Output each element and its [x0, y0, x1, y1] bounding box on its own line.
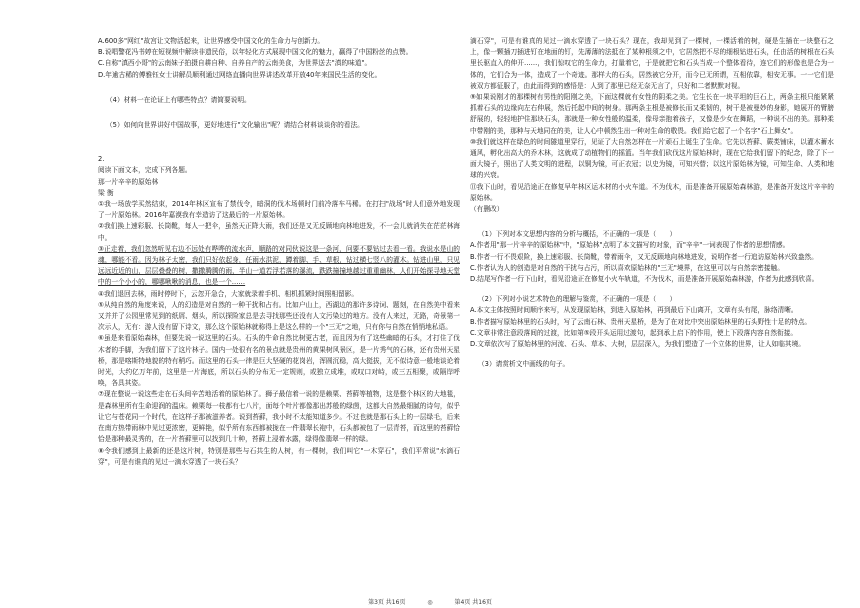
paragraph-10: ⑩我们就这样在绿色的时间隧道里穿行，见证了大自然怎样在一片顽石上诞生了生命。它先以苔藓、蕨类铺床，以灌木蓄水通风，孵化出高大的乔木林，这就成了动植物们的摇篮。当年我们砍伐这片原始林时，现在它给我们留下的纪念，除了下一面大镜子，照出了人类文明的进程，以铜为镜，可正衣冠；以史为镜，可知兴替；以这片原始林为镜，可知生命、人类和地球的兴衰。: [470, 137, 834, 180]
q1-option-a: A.作者用"那一片辛辛的原始林"中，"原始林"点明了本文描写的对象，而"辛辛"一词表现了作者的思想情感。: [470, 241, 790, 250]
q2-option-b: B.作者描写原始林里的石头时，写了云南石林、贵州天星桥，是为了在对比中突出原始林里的石头野性十足的特点。: [470, 317, 812, 326]
question-4: （4）材料一在论证上有哪些特点？请简要说明。: [106, 95, 251, 104]
paragraph-7: ⑦现在整说一说这些走在石头间辛苦地活着的原始林了。狮子最信着一说的是赖栗、苔藓等植物，这是整个林区的大地毯，是森林里所有生命迎润的温床。赖栗每一枝都有七八片，面每个叶片都像那出苏般的绿茵，这都大自然最细腻的诗句，似乎让它与苍花同一个时代，在这样子那被滋养者。说到苔藓，我小时不太能知道多少。不过也就是那石头上的一层绿毛，后来在南方热带雨林中见过更浓密，更鲜艳，似乎所有东西都被拢在一件翡翠长袍中，石头都被包了一层青苔，而这里的苔藓恰恰是那种最灵秀的，在一片苔藓里可以找到几十种，苔藓上浸着水露，绿得像翡翠一样的绿。: [98, 390, 460, 444]
source-note: （有删改）: [470, 205, 504, 214]
right-page-number: 第4页 共16页: [454, 599, 492, 606]
option-d: D.年逾古稀的傅雅钰女士讲解员顺利通过网络直播向世界讲述改革开放40年来国民生活的变化。: [98, 70, 382, 79]
q2-option-a: A.本文主体按照时间顺序来写，从发现原始林，到进入原始林，再到最后下山离开，文章有头有尾，脉络清晰。: [470, 306, 798, 315]
q1-option-d: D.结尾写作者一行下山时，看见沿途正在修复小火车轨道，不为伐木，而是准备开展原始森林游，作者为此感到欣喜。: [470, 275, 819, 284]
question-2-stem: （2）下列对小说艺术特色的理解与鉴赏，不正确的一项是（ ）: [478, 295, 677, 304]
q2-option-c: C.文章非常注意段落间的过渡，比如第⑤段开头运用过渡句，起到承上启下的作用，使上下段落内容自然衔接。: [470, 328, 798, 337]
right-column: [470, 36, 834, 370]
question-3: （3）请赏析文中画线的句子。: [478, 360, 570, 369]
left-page-number: 第3页 共16页: [368, 599, 406, 606]
paragraph-2: ②我们换上速彩服、长筒靴，每人一把伞，虽然天正降大雨，我们还是又无反顾地向林地进发，不一会儿就消失在茫茫林海中。: [98, 222, 460, 242]
instruction: 阅读下面文本，完成下列各题。: [98, 166, 192, 175]
paragraph-8-cont: 滴石穿"，可是有谁真的见过一滴水穿透了一块石头？现在，我却见到了一棵树，一棵活着的树，硬是生插在一块整石之上，像一颗插刀插进钉在地面的钉，先薄薄的法抵在了某种根须之中，它居然把不尽的细根钻进石头，任由活的树根在石头里长驱直入的伸开……，我们惊叹它的生命力，打量着它，于是就把它和石头当成一个整体看待，连它们的形像也是合为一体的，它们合为一体，造成了一个奇迹。那样大的石头，居然被它分开，而今已无所谓，互相依靠，相安无事。一一它们是被双方都征服了，由此而得到的感悟是：人到了那里已经无奈无言了，只好和二者默默对视。: [470, 37, 834, 90]
question-1-stem: （1）下列对本文思想内容的分析与概括，不正确的一项是（ ）: [478, 230, 677, 239]
paragraph-5: ⑤从纯自然的角度来说，人的幻造是对自然的一种干扰和占有。比如户山上，西湖边的那许多诗词、题刻，在自然美中看来又并并了公园里常见到的纸屑、烟头，所以探险家总是去寻找那些还没有人文污染过的地方。没有人来过，无路，奇景第一次示人，无有：游人没有留下诗文，那么这个原始林就称得上是这么样的一个"三无"之地，只有你与自然在悄悄地私语。: [98, 300, 460, 332]
q1-option-c: C.作者认为人的创造是对自然的干扰与占污，所以喜欢原始林的"三无"境界，在这里可以与自然亲密接触。: [470, 263, 784, 272]
q2-option-d: D.文章依次写了原始林里的河流、石头、草本、大树，层层深入，为我们塑造了一个立体的世界，让人如临其境。: [470, 340, 805, 349]
paragraph-6: ⑥虽是来看原始森林，但要先说一说这里的石头。石头的牛命自然比树更古老，而且因为有了这些幽暗的石头，才打住了伐木者的手脚，为我们留下了这片林子。国内一处很有名的景点就是贵州的黄果树风景区，是一片秀气的石林，还有贵州天星桥，那是喀斯特地貌的特有稍巧。而这里的石头一律是巨大坚硬的花岗岩，浑圆沉稳，高大挺拔，无不似诗意一般地谈论着时光，大约亿万年前，这里是一片海底，所以石头的分布无一定规则，或独立成堆，或叹口对峙，或三五相聚，或隔岸呼唤，各具其姿。: [98, 334, 460, 388]
article-title: 那一片辛辛的原始林: [98, 177, 159, 186]
left-column: [98, 36, 460, 468]
q1-option-b: B.作者一行不畏艰险，换上速彩服、长筒靴，带着雨伞，又无反顾地向林地进发，说明作者一行追访原始林兴致盎然。: [470, 252, 818, 261]
paragraph-9: ⑨如果说刚才的那棵树有男性的阳刚之美，下面这棵就有女性的阴柔之美。它生长在一块平坦的巨石上，两条主根只能紧紧抓着石头的边缘向左右伸展，然后托起中间的树身。那两条主根是被修长而又柔韧的，树干是被曼妙的身影，她展开的臂膀舒展的，轻轻地护住那块石头，那就是一种女性般的温柔，像母亲抱着孩子，又像是少女在舞蹈，一种说不出的美。那种柔中带刚的美，那种与天地同在的美，让人心中顿然生出一种对生命的敬畏。我们给它起了一个名字"石上舞女"。: [470, 93, 834, 135]
question-5: （5）如何向世界讲好中国故事，更好地进行"文化输出"呢？请结合材料谈谈你的看法。: [106, 121, 364, 130]
section-number: 2.: [98, 155, 105, 164]
option-c: C.自称"滇西小哥"的云南妹子拍摄自耕自种、自养自产的云南美食，为世界送去"滇的味道"。: [98, 59, 372, 68]
option-a: A.600多"网红"故宫让文物活起来，让世界感受中国文化的生命力与创新力。: [98, 37, 325, 45]
footer-separator: ◎: [427, 599, 433, 606]
paragraph-3: ③正走着，我们忽然听见右边不远处有哗哗的流水声，顺路的对同伙说这是一条河，问要不要钻过去看一看。我说水是山的魂，哪能不看。因为林子太密，我们只好依起身，任雨水洪泥，蹲着脚、手、草根，钻过横七竖八的灌木。钻进山里，只见远远近近的山，层层叠叠的树，撒撒腾腾的雨，半山一道若浮若落的瀑流，跌跌撞撞地越过重重幽林，人们开始探寻地天堂中的一个小小的，哪哪啾啾的消息，也是一个……: [98, 244, 460, 287]
paragraph-8: ⑧令我们感到上最新的还是这片树，特别是那些与石共生的人树，有一棵树，我们叫它"一木穿石"，我们平常说"水滴石穿"，可是有谁真的见过一滴水穿透了一块石头？: [98, 446, 460, 466]
article-author: 梁 衡: [98, 188, 114, 197]
paragraph-4: ④我们退回去林，雨时停时下，云忽开急合，大家就录着手机、相机抓紧时间照相留影。: [98, 289, 359, 298]
paragraph-1: ①我一场放学买然结束，2014年林区宣布了禁伐令，暗洞的伐木场顿时门前冷落车马稀。在打扫"战场"时人们意外地发现了一片原始林。2016年嘉漠我有幸造访了这最后的一片原始林。: [98, 200, 460, 220]
option-b: B.说唱警花冯书婷在短视频中解读非遗民俗，以年轻化方式展现中国文化的魅力，赢得了中国粉丝的点赞。: [98, 48, 413, 57]
page-footer: [0, 597, 860, 606]
paragraph-11: ⑪我下山时，看见沿途正在修复早年林区运木材的小火车道。不为伐木，而是准备开展原始森林游，是准备开发这片辛辛的原始林。: [470, 182, 834, 202]
